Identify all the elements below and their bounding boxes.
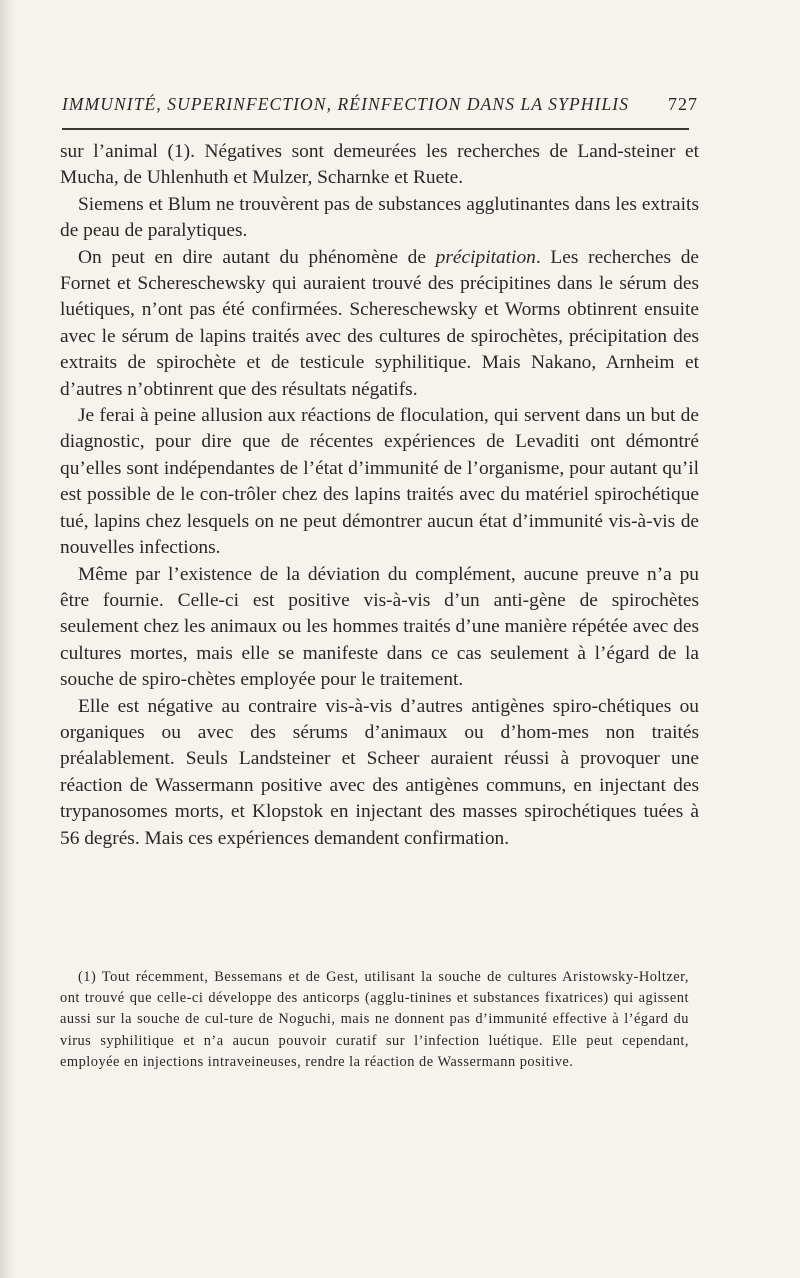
paragraph-3-start: On peut en dire autant du phénomène de xyxy=(78,246,436,268)
main-text xyxy=(60,139,699,852)
paragraph-1: sur l’animal (1). Négatives sont demeurées les recherches de Land-steiner et Mucha, de Uhlenhuth et Mulzer, Scharnke et Ruete. xyxy=(60,141,699,189)
paragraph-3 xyxy=(60,245,699,403)
footnote-1: (1) Tout récemment, Bessemans et de Gest, utilisant la souche de cultures Aristowsky-Holtzer, ont trouvé que celle-ci développe des anticorps (agglu-tinines et substances fixatrices) qui agissent aussi sur la souche de cul-ture de Noguchi, mais ne donnent pas d’immunité effective à l’égard du virus syphilitique et n’a aucun pouvoir curatif sur l’infection luétique. Elle peut cependant, employée en injections intraveineuses, rendre la réaction de Wassermann positive. xyxy=(60,969,689,1070)
header-rule xyxy=(62,128,689,130)
paragraph-6: Elle est négative au contraire vis-à-vis d’autres antigènes spiro-chétiques ou organiques ou avec des sérums d’animaux ou d’hom-mes non traités préalablement. Seuls Landsteiner et Scheer auraient réussi à provoquer une réaction de Wassermann positive avec des antigènes communs, en injectant des trypanosomes morts, et Klopstok en injectant des masses spirochétiques tuées à 56 degrés. Mais ces expériences demandent confirmation. xyxy=(60,695,699,849)
page-number: 727 xyxy=(668,94,698,114)
running-title: IMMUNITÉ, SUPERINFECTION, RÉINFECTION DANS LA SYPHILIS xyxy=(62,94,630,114)
paragraph-5: Même par l’existence de la déviation du complément, aucune preuve n’a pu être fournie. Celle-ci est positive vis-à-vis d’un anti-gène de spirochètes seulement chez les animaux ou les hommes traités d’une manière répétée avec des cultures mortes, mais elle se manifeste dans ce cas seulement à l’égard de la souche de spiro-chètes employée pour le traitement. xyxy=(60,563,699,691)
running-head xyxy=(62,94,698,120)
paragraph-2: Siemens et Blum ne trouvèrent pas de substances agglutinantes dans les extraits de peau de paralytiques. xyxy=(60,193,699,242)
emphasis-precipitation: précipitation xyxy=(435,246,536,268)
page-edge-shadow xyxy=(0,0,14,1278)
paragraph-4: Je ferai à peine allusion aux réactions de floculation, qui servent dans un but de diagnostic, pour dire que de récentes expériences de Levaditi ont démontré qu’elles sont indépendantes de l’état d’immunité de l’organisme, pour autant qu’il est possible de le con-trôler chez des lapins traités avec du matériel spirochétique tué, lapins chez lesquels on ne peut démontrer aucun état d’immunité vis-à-vis de nouvelles infections. xyxy=(60,405,699,559)
paragraph-3-end: . Les recherches de Fornet et Schereschewsky qui auraient trouvé des précipitines dans le sérum des luétiques, n’ont pas été confirmées. Schereschewsky et Worms obtinrent ensuite avec le sérum de lapins traités avec des cultures de spirochètes, précipitation des extraits de spirochète et de testicule syphilitique. Mais Nakano, Arnheim et d’autres n’obtinrent que des résultats négatifs. xyxy=(60,246,699,400)
footnote xyxy=(60,967,689,1073)
